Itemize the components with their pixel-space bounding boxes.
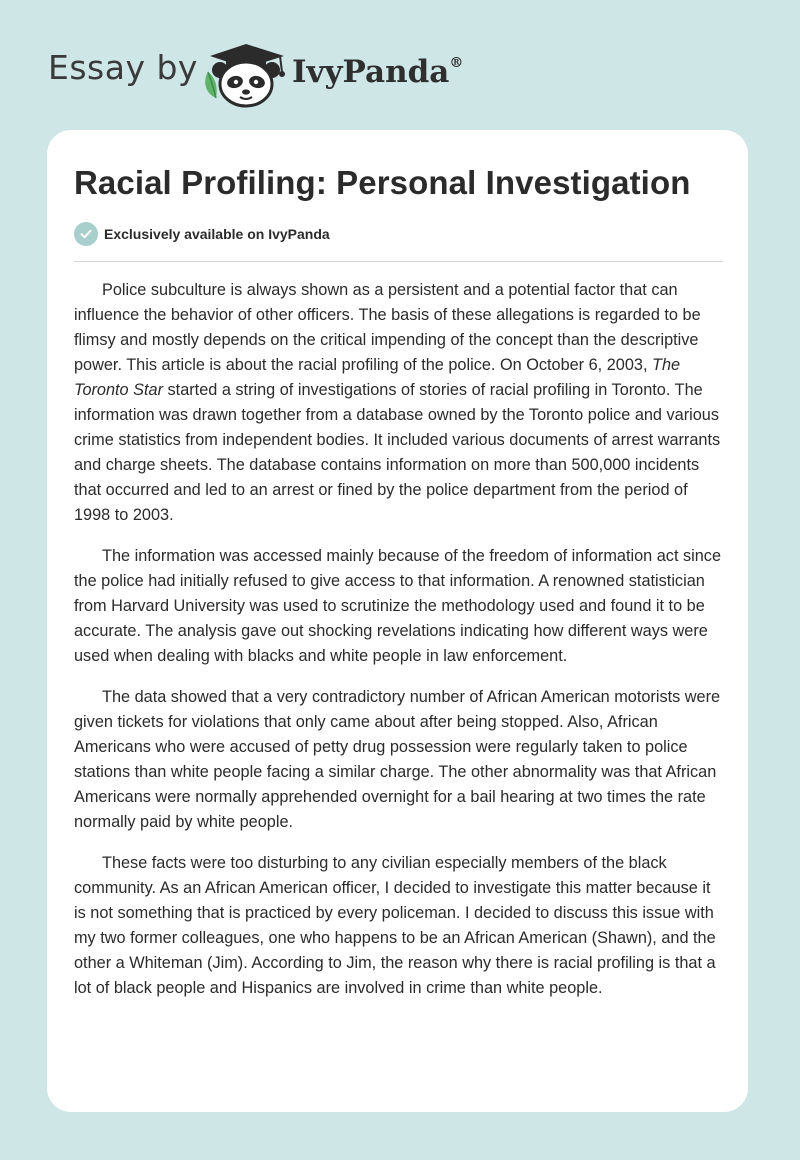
brand-name[interactable]: IvyPanda® xyxy=(292,54,464,90)
paragraph: The data showed that a very contradictory number of African American motorists were given tickets for violations that only came about after being stopped. Also, African Americans who were accused of petty drug possession were regularly taken to police stations than white people facing a similar charge. The other abnormality was that African Americans were normally apprehended overnight for a bail hearing at two times the rate normally paid by white people. xyxy=(74,688,721,831)
page-title: Racial Profiling: Personal Investigation xyxy=(74,164,691,201)
paragraph: Police subculture is always shown as a persistent and a potential factor that can influence the behavior of other officers. The basis of these allegations is regarded to be flimsy and mostly depends on the critical impending of the concept than the descriptive power. This article is about the racial profiling of the police. On October 6, 2003, The Toronto Star started a string of investigations of stories of racial profiling in Toronto. The information was drawn together from a database owned by the Toronto police and various crime statistics from independent bodies. It included various documents of arrest warrants and charge sheets. The database contains information on more than 500,000 incidents that occurred and led to an arrest or fined by the police department from the period of 1998 to 2003. xyxy=(74,281,721,524)
publication-title: The Toronto Star xyxy=(74,356,681,399)
exclusive-badge-label: Exclusively available on IvyPanda xyxy=(104,226,330,242)
paragraph: The information was accessed mainly because of the freedom of information act since the police had initially refused to give access to that information. A renowned statistician from Harvard University was used to scrutinize the methodology used and found it to be accurate. The analysis gave out shocking revelations indicating how different ways were used when dealing with blacks and white people in law enforcement. xyxy=(74,547,721,665)
registered-mark: ® xyxy=(449,54,464,71)
site-header xyxy=(48,34,752,110)
divider xyxy=(74,261,723,262)
essay-by-label: Essay by xyxy=(48,48,198,87)
exclusive-badge xyxy=(74,222,330,246)
paragraph: These facts were too disturbing to any civilian especially members of the black community. As an African American officer, I decided to investigate this matter because it is not something that is practiced by every policeman. I decided to discuss this issue with my two former colleagues, one who happens to be an African American (Shawn), and the other a Whiteman (Jim). According to Jim, the reason why there is racial profiling is that a lot of black people and Hispanics are involved in crime than white people. xyxy=(74,854,716,997)
essay-card xyxy=(47,130,748,1112)
check-circle-icon xyxy=(74,222,98,246)
panda-graduate-icon[interactable] xyxy=(200,38,290,110)
essay-body xyxy=(74,278,725,1017)
